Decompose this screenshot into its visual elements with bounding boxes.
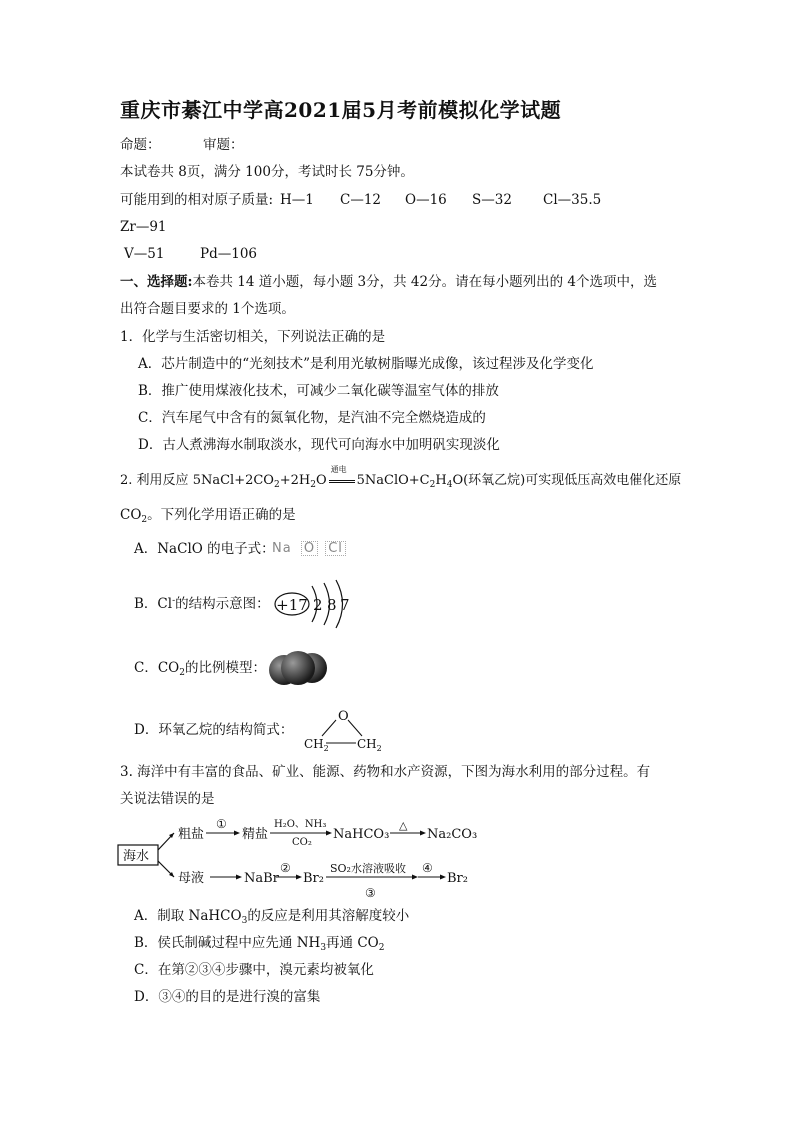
- nabr: NaBr: [244, 871, 279, 886]
- q2-option-b-line: [134, 598, 270, 612]
- q1-option-b: B．推广使用煤液化技术，可减少二氧化碳等温室气体的排放: [138, 383, 499, 399]
- mass-o: O—16: [405, 192, 447, 208]
- svg-text:CH2: $CH_2$: [304, 737, 329, 752]
- section-desc-1: 本卷共 14 道小题，每小题 3分，共 42分。请在每小题列出的 4个选项中，选: [192, 274, 657, 290]
- mass-cl: Cl—35.5: [543, 192, 602, 208]
- step-3: ③: [365, 886, 376, 900]
- q2-products-c: O(环氧乙烷)可实现低压高效电催化还原: [452, 473, 682, 488]
- mass-zr: Zr—91: [120, 219, 167, 235]
- q2-reactants: 5NaCl+2CO: [192, 473, 274, 488]
- setter-label: 命题：: [120, 137, 161, 153]
- section-desc-2: 出符合题目要求的 1个选项。: [120, 301, 295, 317]
- q1-option-c: C．汽车尾气中含有的氮氧化物，是汽油不完全燃烧造成的: [138, 410, 486, 426]
- br2-intermediate: Br₂: [303, 871, 324, 886]
- svg-text:CH2: $CH_2$: [357, 737, 382, 752]
- o-symbol: O: [301, 541, 318, 556]
- q2-option-a: A．NaClO 的电子式：: [134, 541, 275, 557]
- step-4: ④: [422, 861, 433, 875]
- q2-arrow-label: 通电: [330, 465, 347, 474]
- reviewer-label: 审题：: [203, 137, 244, 153]
- q2-option-b-tail: 的结构示意图：: [175, 596, 270, 612]
- q3-stem-1: 3. 海洋中有丰富的食品、矿业、能源、药物和水产资源，下图为海水利用的部分过程。有: [120, 764, 651, 780]
- q3-option-c: C．在第②③④步骤中，溴元素均被氧化: [134, 962, 374, 978]
- shell-1: 2: [313, 596, 323, 614]
- q2-option-c-line: C．$CO_2$的比例模型：: [134, 660, 266, 678]
- q2-stem-a: 2. 利用反应: [120, 473, 189, 488]
- q2-option-c: C．CO: [134, 660, 180, 676]
- nahco3-product: NaHCO₃: [333, 827, 390, 842]
- q2-option-b: B．Cl: [134, 596, 173, 612]
- crude-salt: 粗盐: [178, 827, 205, 842]
- q1-stem: 1．化学与生活密切相关，下列说法正确的是: [120, 329, 386, 345]
- seawater-process-diagram: [116, 812, 486, 902]
- q2-option-c-tail: 的比例模型：: [184, 660, 266, 676]
- shell-2: 8: [327, 596, 337, 614]
- q2-stem-line: 2. 利用反应 $5NaCl+2CO_2+2H_2O$ 通电 $5NaClO+C_2H_4O$(环氧乙烷)可实现低压高效电催化还原: [120, 465, 682, 490]
- mass-s: S—32: [472, 192, 512, 208]
- q2-option-a-formula: [272, 541, 346, 556]
- q3-stem-2: 关说法错误的是: [120, 791, 215, 807]
- q3-option-b: B．侯氏制碱过程中应先通 $NH_3$再通 $CO_2$: [134, 935, 385, 953]
- page-title: 重庆市綦江中学高2021届5月考前模拟化学试题: [120, 98, 562, 122]
- q2-reactants-b: +2H: [279, 473, 311, 488]
- mass-v: V—51: [124, 246, 165, 262]
- q2-option-d: D．环氧乙烷的结构简式：: [134, 722, 294, 738]
- q3-option-a: A．制取 NaHCO$_3$的反应是利用其溶解度较小: [134, 908, 410, 926]
- mass-h: H—1: [280, 192, 314, 208]
- reagent-bottom: CO₂: [292, 837, 312, 848]
- q2-option-b-sup: -: [172, 596, 176, 606]
- heat-symbol: △: [399, 819, 408, 832]
- refined-salt: 精盐: [242, 827, 269, 842]
- q2-stem-c: 。下列化学用语正确的是: [147, 507, 296, 523]
- section-heading: 一、选择题:: [120, 274, 193, 290]
- reagent-top: H₂O、NH₃: [274, 819, 327, 830]
- mass-c: C—12: [340, 192, 382, 208]
- step-2: ②: [280, 861, 291, 875]
- nucleus-label: +17: [276, 596, 308, 614]
- ch2-left: CH: [304, 737, 324, 751]
- ch2-right: CH: [357, 737, 377, 751]
- q2-stem-b: CO: [120, 507, 142, 523]
- q1-option-a: A．芯片制造中的“光刻技术”是利用光敏树脂曝光成像，该过程涉及化学变化: [138, 356, 594, 372]
- cl-symbol: Cl: [325, 541, 346, 556]
- source-box: 海水: [123, 849, 150, 864]
- na2co3-product: Na₂CO₃: [427, 827, 478, 842]
- ethylene-oxide-structure: [300, 704, 390, 752]
- section-heading-line: [120, 276, 657, 290]
- masses-label: 可能用到的相对原子质量:: [120, 192, 274, 208]
- mother-liquor: 母液: [178, 871, 205, 886]
- q2-reactants-c: O: [315, 473, 327, 488]
- q2-stem-line-2: $CO_2$。下列化学用语正确的是: [120, 507, 296, 525]
- cl-ion-structure-diagram: [272, 578, 362, 630]
- q1-option-d: D．古人煮沸海水制取淡水，现代可向海水中加明矾实现淡化: [138, 437, 500, 453]
- q3-option-d: D．③④的目的是进行溴的富集: [134, 989, 321, 1005]
- br2-final: Br₂: [447, 871, 468, 886]
- step-1: ①: [216, 817, 227, 831]
- so2-absorb: SO₂水溶液吸收: [330, 862, 406, 875]
- oxygen-atom: O: [338, 709, 349, 724]
- co2-space-filling-model: [266, 646, 330, 690]
- exam-info: 本试卷共 8页，满分 100分，考试时长 75分钟。: [120, 164, 414, 180]
- shell-3: 7: [340, 596, 350, 614]
- na-symbol: Na: [272, 541, 292, 556]
- q2-products-b: H: [435, 473, 447, 488]
- mass-pd: Pd—106: [200, 246, 257, 262]
- q2-arrow: [327, 465, 357, 484]
- q2-products-a: 5NaClO+C: [356, 473, 430, 488]
